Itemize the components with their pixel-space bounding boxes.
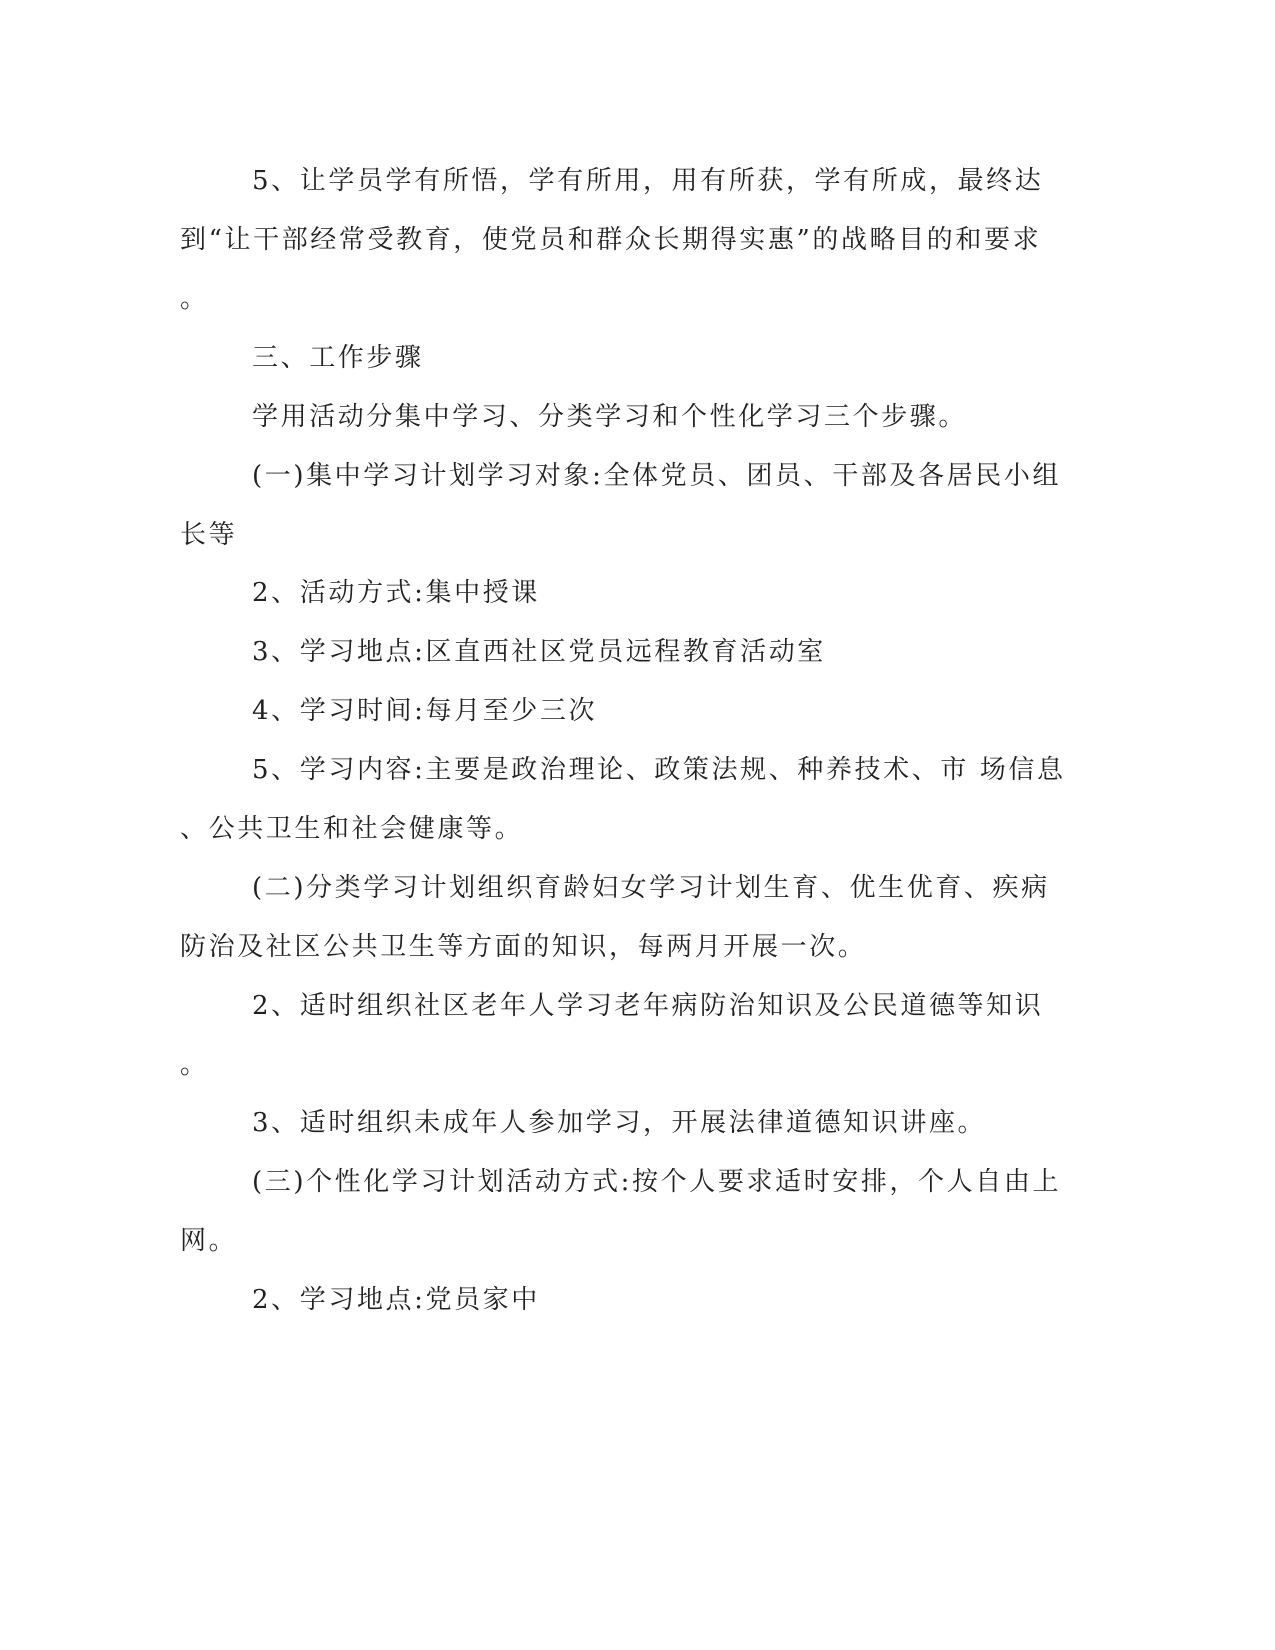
paragraph-line: 3、适时组织未成年人参加学习，开展法律道德知识讲座。 xyxy=(252,1108,987,1138)
paragraph-line: 5、让学员学有所悟，学有所用，用有所获，学有所成，最终达 xyxy=(252,166,1044,196)
paragraph-line: 。 xyxy=(180,284,209,314)
section-heading: 三、工作步骤 xyxy=(252,343,424,373)
paragraph-line: (一)集中学习计划学习对象:全体党员、团员、干部及各居民小组 xyxy=(252,461,1062,491)
paragraph-line: 2、活动方式:集中授课 xyxy=(252,578,540,608)
paragraph-line: 2、适时组织社区老年人学习老年病防治知识及公民道德等知识 xyxy=(252,991,1044,1021)
paragraph-line: (二)分类学习计划组织育龄妇女学习计划生育、优生优育、疾病 xyxy=(252,873,1050,903)
paragraph-line: 长等 xyxy=(180,520,238,550)
paragraph-line: 。 xyxy=(180,1050,209,1080)
paragraph-line: 2、学习地点:党员家中 xyxy=(252,1285,540,1315)
paragraph-line: 5、学习内容:主要是政治理论、政策法规、种养技术、市 场信息 xyxy=(252,755,1066,785)
paragraph-line: 4、学习时间:每月至少三次 xyxy=(252,696,598,726)
paragraph-line: 防治及社区公共卫生等方面的知识，每两月开展一次。 xyxy=(180,932,867,962)
paragraph-line: 网。 xyxy=(180,1226,238,1256)
paragraph-line: 到“让干部经常受教育，使党员和群众长期得实惠”的战略目的和要求 xyxy=(180,225,1042,255)
paragraph-line: 学用活动分集中学习、分类学习和个性化学习三个步骤。 xyxy=(252,402,968,432)
paragraph-line: 3、学习地点:区直西社区党员远程教育活动室 xyxy=(252,637,826,667)
paragraph-line: 、公共卫生和社会健康等。 xyxy=(180,814,524,844)
paragraph-line: (三)个性化学习计划活动方式:按个人要求适时安排，个人自由上 xyxy=(252,1167,1062,1197)
